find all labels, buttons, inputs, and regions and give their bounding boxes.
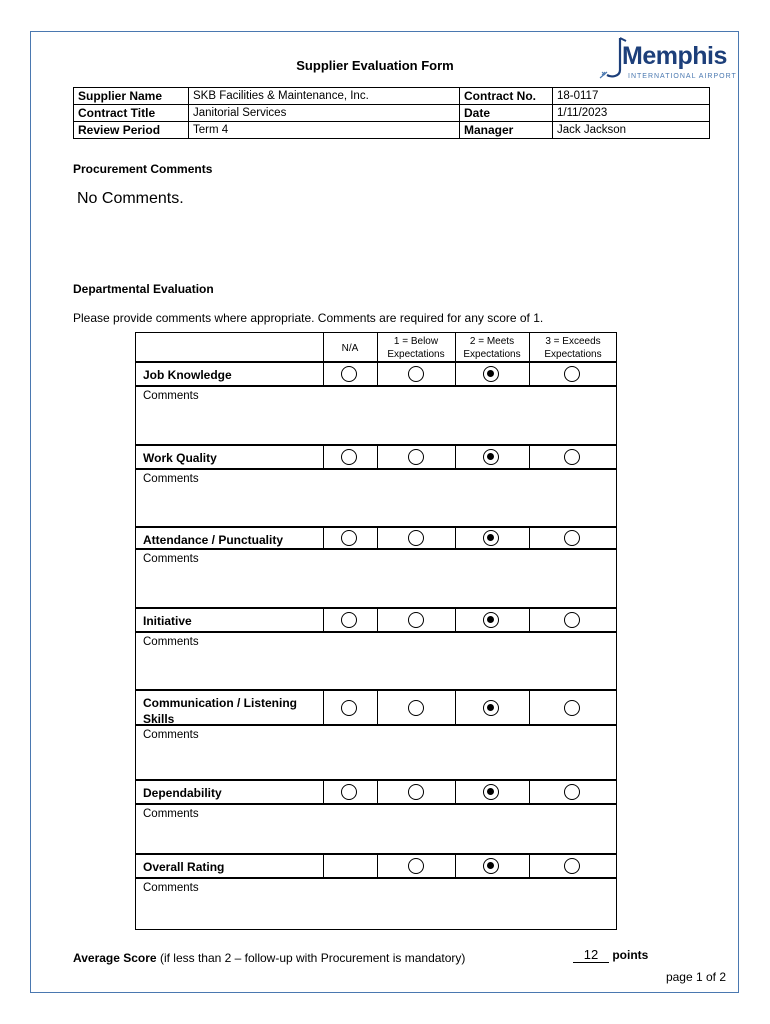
header-label: Manager <box>460 122 553 139</box>
cell-divider <box>377 528 378 548</box>
average-score-label: Average Score <box>73 951 157 965</box>
logo-tagline: INTERNATIONAL AIRPORT <box>628 73 737 80</box>
cell-divider <box>529 781 530 803</box>
cell-divider <box>323 446 324 468</box>
rating-2-radio[interactable] <box>483 612 499 628</box>
comments-field[interactable]: Comments <box>143 808 199 820</box>
cell-divider <box>377 781 378 803</box>
rating-3-radio[interactable] <box>564 612 580 628</box>
cell-divider <box>377 446 378 468</box>
cell-divider <box>529 855 530 877</box>
average-score-note: (if less than 2 – follow-up with Procurement is mandatory) <box>159 951 466 965</box>
rating-na-radio[interactable] <box>341 366 357 382</box>
rating-2-radio[interactable] <box>483 858 499 874</box>
form-title: Supplier Evaluation Form <box>296 58 454 73</box>
criterion-row <box>136 361 616 387</box>
cell-divider <box>323 781 324 803</box>
cell-divider <box>455 855 456 877</box>
page-number: page 1 of 2 <box>665 970 726 984</box>
departmental-heading: Departmental Evaluation <box>73 282 214 296</box>
rating-1-radio[interactable] <box>408 449 424 465</box>
rating-1-radio[interactable] <box>408 530 424 546</box>
cell-divider <box>529 691 530 724</box>
comments-field[interactable]: Comments <box>143 729 199 741</box>
header-row <box>74 88 710 105</box>
cell-divider <box>323 528 324 548</box>
header-value: Jack Jackson <box>553 122 710 139</box>
cell-divider <box>455 609 456 631</box>
cell-divider <box>455 781 456 803</box>
criterion-row <box>136 689 616 726</box>
criterion-label: Attendance / Punctuality <box>143 533 284 547</box>
header-table <box>73 87 710 139</box>
column-divider <box>529 333 530 362</box>
comments-field[interactable]: Comments <box>143 636 199 648</box>
criterion-row <box>136 853 616 879</box>
cell-divider <box>323 855 324 877</box>
evaluation-table <box>135 332 617 930</box>
header-value: 18-0117 <box>553 88 710 105</box>
criterion-row <box>136 444 616 470</box>
rating-1-radio[interactable] <box>408 784 424 800</box>
cell-divider <box>377 691 378 724</box>
cell-divider <box>377 855 378 877</box>
column-header-below: 1 = Below Expectations <box>387 336 445 360</box>
header-value: SKB Facilities & Maintenance, Inc. <box>189 88 460 105</box>
header-value: Term 4 <box>189 122 460 139</box>
rating-1-radio[interactable] <box>408 700 424 716</box>
cell-divider <box>323 609 324 631</box>
header-label: Contract Title <box>74 105 189 122</box>
rating-3-radio[interactable] <box>564 700 580 716</box>
criterion-row <box>136 526 616 550</box>
cell-divider <box>323 363 324 385</box>
criterion-row <box>136 607 616 633</box>
cell-divider <box>529 363 530 385</box>
rating-2-radio[interactable] <box>483 700 499 716</box>
cell-divider <box>529 528 530 548</box>
rating-1-radio[interactable] <box>408 612 424 628</box>
cell-divider <box>377 363 378 385</box>
comments-field[interactable]: Comments <box>143 390 199 402</box>
header-label: Supplier Name <box>74 88 189 105</box>
rating-na-radio[interactable] <box>341 530 357 546</box>
rating-3-radio[interactable] <box>564 858 580 874</box>
rating-3-radio[interactable] <box>564 449 580 465</box>
header-label: Date <box>460 105 553 122</box>
header-value: 1/11/2023 <box>553 105 710 122</box>
column-header-meets: 2 = Meets Expectations <box>463 336 521 360</box>
average-score-value <box>573 947 648 963</box>
cell-divider <box>455 446 456 468</box>
header-row <box>74 105 710 122</box>
rating-2-radio[interactable] <box>483 449 499 465</box>
header-label: Review Period <box>74 122 189 139</box>
column-divider <box>377 333 378 362</box>
rating-2-radio[interactable] <box>483 366 499 382</box>
header-value: Janitorial Services <box>189 105 460 122</box>
criterion-label: Communication / Listening Skills <box>143 696 298 726</box>
memphis-logo <box>598 36 737 86</box>
rating-na-radio[interactable] <box>341 784 357 800</box>
cell-divider <box>323 691 324 724</box>
cell-divider <box>455 363 456 385</box>
comments-field[interactable]: Comments <box>143 473 199 485</box>
criterion-label: Job Knowledge <box>143 368 232 382</box>
cell-divider <box>455 528 456 548</box>
criterion-label: Initiative <box>143 614 192 628</box>
logo-name: Memphis <box>622 42 727 70</box>
column-header-na: N/A <box>341 343 359 354</box>
rating-1-radio[interactable] <box>408 366 424 382</box>
header-label: Contract No. <box>460 88 553 105</box>
rating-1-radio[interactable] <box>408 858 424 874</box>
rating-2-radio[interactable] <box>483 784 499 800</box>
rating-2-radio[interactable] <box>483 530 499 546</box>
criterion-label: Overall Rating <box>143 860 225 874</box>
rating-na-radio[interactable] <box>341 449 357 465</box>
column-divider <box>323 333 324 362</box>
cell-divider <box>455 691 456 724</box>
procurement-heading: Procurement Comments <box>73 162 213 176</box>
criterion-label: Dependability <box>143 786 222 800</box>
cell-divider <box>529 609 530 631</box>
criterion-label: Work Quality <box>143 451 217 465</box>
cell-divider <box>377 609 378 631</box>
column-divider <box>455 333 456 362</box>
score-number[interactable]: 12 <box>573 947 609 963</box>
rating-3-radio[interactable] <box>564 530 580 546</box>
cell-divider <box>529 446 530 468</box>
comments-field[interactable]: Comments <box>143 882 199 894</box>
rating-na-radio[interactable] <box>341 700 357 716</box>
instructions-text: Please provide comments where appropriate. Comments are required for any score of 1. <box>73 311 544 325</box>
score-unit: points <box>612 948 649 962</box>
average-score-line <box>73 951 465 965</box>
rating-na-radio[interactable] <box>341 612 357 628</box>
criterion-row <box>136 779 616 805</box>
header-row <box>74 122 710 139</box>
column-header-exceeds: 3 = Exceeds Expectations <box>544 336 602 360</box>
comments-field[interactable]: Comments <box>143 553 199 565</box>
rating-3-radio[interactable] <box>564 366 580 382</box>
procurement-comments: No Comments. <box>77 190 184 207</box>
rating-3-radio[interactable] <box>564 784 580 800</box>
